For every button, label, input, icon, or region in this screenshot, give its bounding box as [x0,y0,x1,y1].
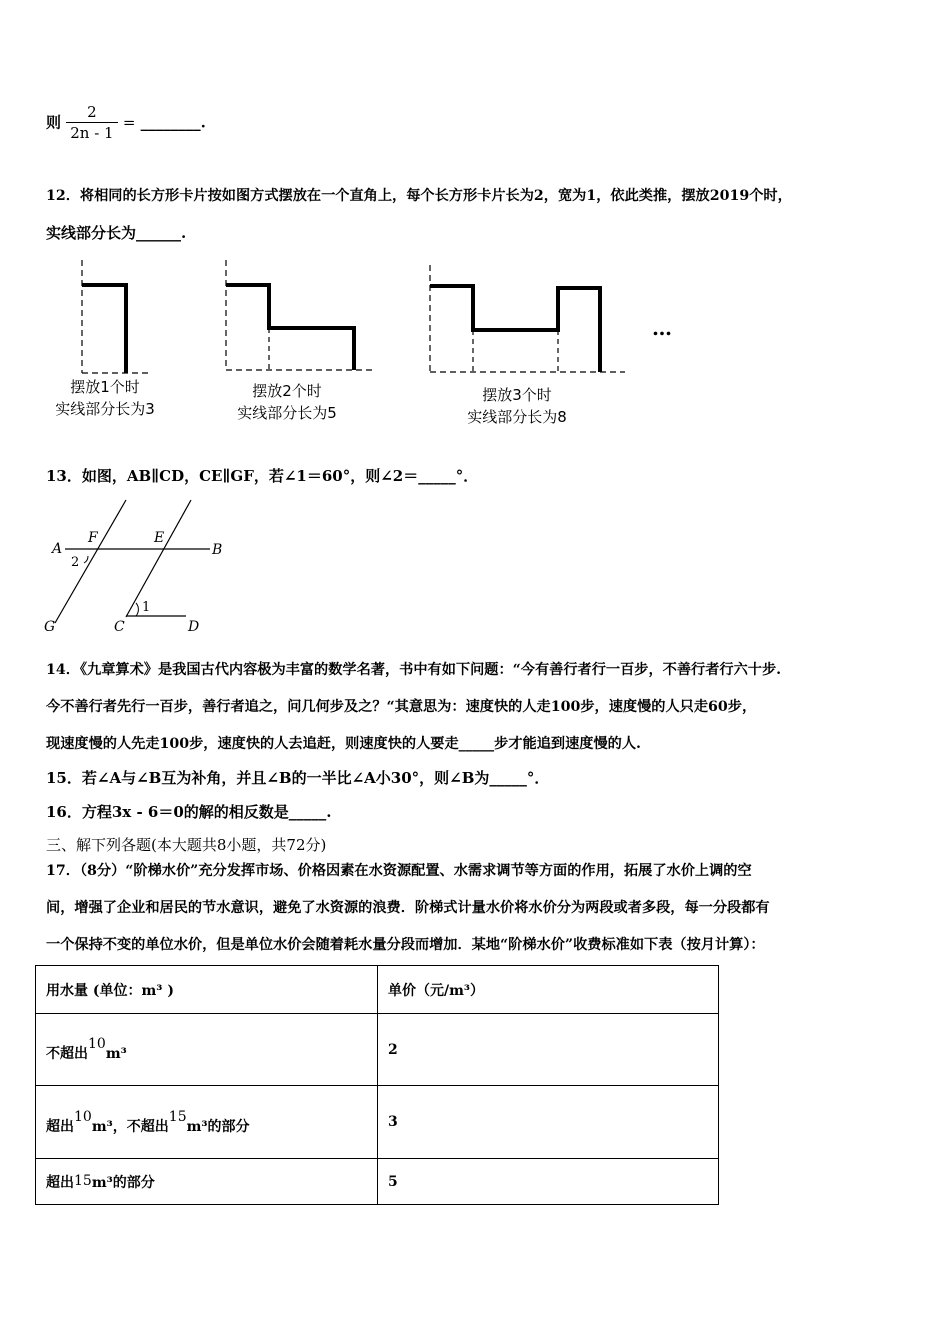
q11-fraction [66,102,117,143]
table-row [36,1086,719,1159]
q12-fig3-cap1: 摆放3个时 [482,386,552,404]
q11-prefix: 则 [46,113,62,132]
row3-unit: m³的部分 [91,1174,155,1191]
section3-title: 三、解下列各题(本大题共8小题，共72分) [46,836,327,854]
table-row [36,1159,719,1205]
row1-unit: m³ [105,1046,127,1062]
q12-fig2-cap2: 实线部分长为5 [237,404,337,422]
q12-line2: 实线部分长为______. [46,224,187,242]
q11-line [46,102,206,143]
table-cell-usage-2 [36,1086,378,1159]
row1-num: 10 [88,1036,106,1052]
table-row [36,1014,719,1086]
q13-figure [40,495,240,640]
q12-fig2-cap1: 摆放2个时 [252,382,322,400]
table-header-usage: 用水量 (单位：m³ ) [36,966,378,1014]
row1-pre: 不超出 [46,1046,88,1062]
q11-frac-num: 2 [87,103,97,121]
q12-fig3-caption [452,384,582,428]
table-cell-usage-1 [36,1014,378,1086]
q12-line1: 12．将相同的长方形卡片按如图方式摆放在一个直角上，每个长方形卡片长为2，宽为1，依此类推，摆放2019个时， [46,188,792,204]
q12-figure-2 [226,260,372,370]
row2-mid: m³，不超出 [91,1118,169,1135]
row2-unit: m³的部分 [186,1118,250,1135]
q12-fig1-cap2: 实线部分长为3 [55,400,155,418]
q17-line2: 间，增强了企业和居民的节水意识，避免了水资源的浪费．阶梯式计量水价将水价分为两段或者多段，每一分段都有 [46,900,770,916]
table-header-row [36,966,719,1014]
q17-line3: 一个保持不变的单位水价，但是单位水价会随着耗水量分段而增加．某地“阶梯水价”收费标准如下表（按月计算）： [46,937,765,953]
q13-label-B: B [212,542,223,558]
q12-fig2-caption [222,380,352,424]
q15-text: 15．若∠A与∠B互为补角，并且∠B的一半比∠A小30°，则∠B为_____°． [46,769,550,787]
q13-label-E: E [154,530,165,546]
q13-label-1: 1 [142,600,151,615]
table-cell-price-2: 3 [378,1086,719,1159]
row2-num2: 15 [168,1108,187,1125]
q13-label-F: F [88,530,98,546]
q12-fig3-cap2: 实线部分长为8 [467,408,567,426]
row3-pre: 超出 [46,1174,74,1191]
q12-figure-3 [430,265,625,372]
q13-label-G: G [44,619,56,635]
q13-label-2: 2 [71,555,80,570]
q11-blank: ________ [140,113,201,132]
table-cell-price-3: 5 [378,1159,719,1205]
q14-line1: 14．《九章算术》是我国古代内容极为丰富的数学名著，书中有如下问题：“今有善行者行一百步，不善行者行六十步. [46,662,782,678]
q12-ellipsis: … [652,316,672,340]
q12-fig1-caption [40,376,170,420]
q11-frac-den: 2n - 1 [66,122,117,143]
q12-fig1-cap1: 摆放1个时 [70,378,140,396]
q13-label-A: A [52,541,63,557]
row2-num1: 10 [74,1108,92,1125]
q13-text: 13．如图，AB∥CD，CE∥GF，若∠1＝60°，则∠2＝_____°． [46,467,479,485]
row2-pre: 超出 [46,1118,74,1135]
q14-line3: 现速度慢的人先走100步，速度快的人去追赶，则速度快的人要走_____步才能追到速度慢的人. [46,736,641,752]
q14-line2: 今不善行者先行一百步，善行者追之，问几何步及之？“其意思为：速度快的人走100步，速度慢的人只走60步， [46,699,757,715]
q17-line1: 17．（8分）“阶梯水价”充分发挥市场、价格因素在水资源配置、水需求调节等方面的作用，拓展了水价上调的空 [46,863,752,879]
table-cell-usage-3 [36,1159,378,1205]
row3-num: 15 [74,1172,92,1189]
q11-end: . [200,113,206,132]
q12-figure-1 [82,260,148,373]
q11-equals: = [122,113,136,132]
q13-label-D: D [188,619,200,635]
q13-label-C: C [114,619,125,635]
price-table [35,965,719,1205]
table-cell-price-1: 2 [378,1014,719,1086]
q12-figures [40,255,700,385]
table-header-price: 单价（元/m³） [378,966,719,1014]
q16-text: 16．方程3x - 6＝0的解的相反数是_____. [46,803,332,821]
